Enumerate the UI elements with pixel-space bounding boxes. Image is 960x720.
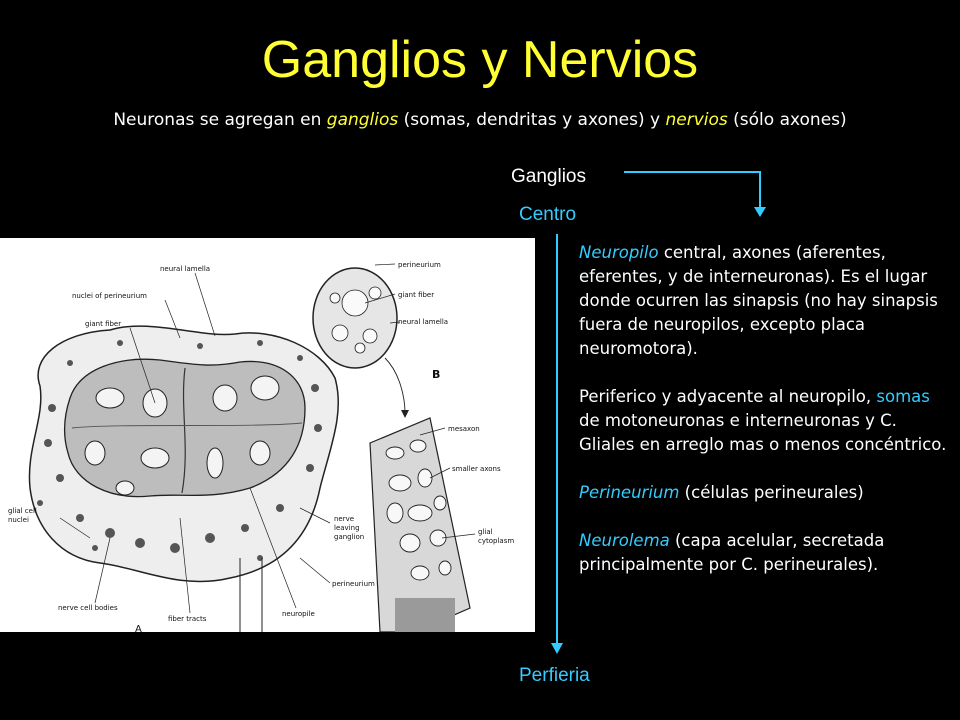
label-centro: Centro (519, 204, 577, 225)
fig-label-neural-lamella-right: neural lamella (398, 318, 449, 326)
subtitle-keyword-ganglios: ganglios (326, 110, 399, 130)
desc-perineurium (579, 481, 949, 505)
keyword-perineurium: Perineurium (579, 483, 680, 502)
fig-label-b: B (432, 368, 441, 381)
desc-neurolema (579, 529, 949, 577)
keyword-neurolema: Neurolema (579, 531, 670, 550)
desc-neuropilo (579, 241, 949, 361)
desc-somas (579, 385, 949, 457)
fig-label-neural-lamella: neural lamella (160, 265, 211, 273)
desc-perineurium-text: (células perineurales) (679, 483, 864, 502)
label-perfieria: Perfieria (519, 665, 590, 686)
description-panel (579, 241, 949, 601)
fig-label-perineurium-top: perineurium (398, 261, 441, 269)
fig-label-glial-cell: glial cell (8, 507, 37, 515)
fig-label-perineurium-bottom: perineurium (332, 580, 375, 588)
fig-label-nerve: nerve (334, 515, 355, 523)
fig-label-nuclei-perineurium: nuclei of perineurium (72, 292, 147, 300)
keyword-somas: somas (876, 387, 930, 406)
fig-label-fiber-tracts: fiber tracts (168, 615, 207, 623)
fig-label-giant-fiber-right: giant fiber (398, 291, 435, 299)
slide-title: Ganglios y Nervios (261, 31, 699, 89)
fig-label-glial-nuclei: nuclei (8, 516, 29, 524)
fig-label-nerve-cell-bodies: nerve cell bodies (58, 604, 118, 612)
centro-perfieria-arrow (551, 234, 563, 654)
desc-somas-text: de motoneuronas e interneuronas y C. Gliales en arreglo mas o menos concéntrico. (579, 411, 947, 454)
subtitle-text-1: Neuronas se agregan en (113, 110, 327, 130)
keyword-neuropilo: Neuropilo (579, 243, 659, 262)
fig-label-leaving: leaving (334, 524, 360, 532)
desc-neuropilo-text: central, axones (aferentes, eferentes, y de interneuronas). Es el lugar donde ocurren las sinapsis (no hay sinapsis fuera de neuropilos, excepto placa neuromotora). (579, 243, 938, 358)
fig-label-cytoplasm: cytoplasm (478, 537, 515, 545)
ganglios-arrow (624, 172, 766, 217)
fig-label-neuropile: neuropile (282, 610, 315, 618)
fig-label-a: A (135, 624, 142, 632)
tissue-strip (370, 418, 514, 632)
label-ganglios: Ganglios (511, 166, 586, 187)
subtitle-text-3: (sólo axones) (727, 110, 847, 130)
desc-neurolema-text: (capa acelular, secretada principalmente por C. perineurales). (579, 531, 885, 574)
subtitle-keyword-nervios: nervios (665, 110, 728, 130)
ganglion-illustration (0, 238, 535, 632)
ganglion-cross-section (29, 326, 338, 632)
fig-label-giant-fiber: giant fiber (85, 320, 122, 328)
fig-label-mesaxon: mesaxon (448, 425, 480, 433)
fig-label-smaller-axons: smaller axons (452, 465, 501, 473)
fig-label-glial: glial (478, 528, 493, 536)
fig-label-ganglion: ganglion (334, 533, 365, 541)
subtitle-text-2: (somas, dendritas y axones) y (398, 110, 666, 130)
desc-somas-start: Periferico y adyacente al neuropilo, (579, 387, 877, 406)
